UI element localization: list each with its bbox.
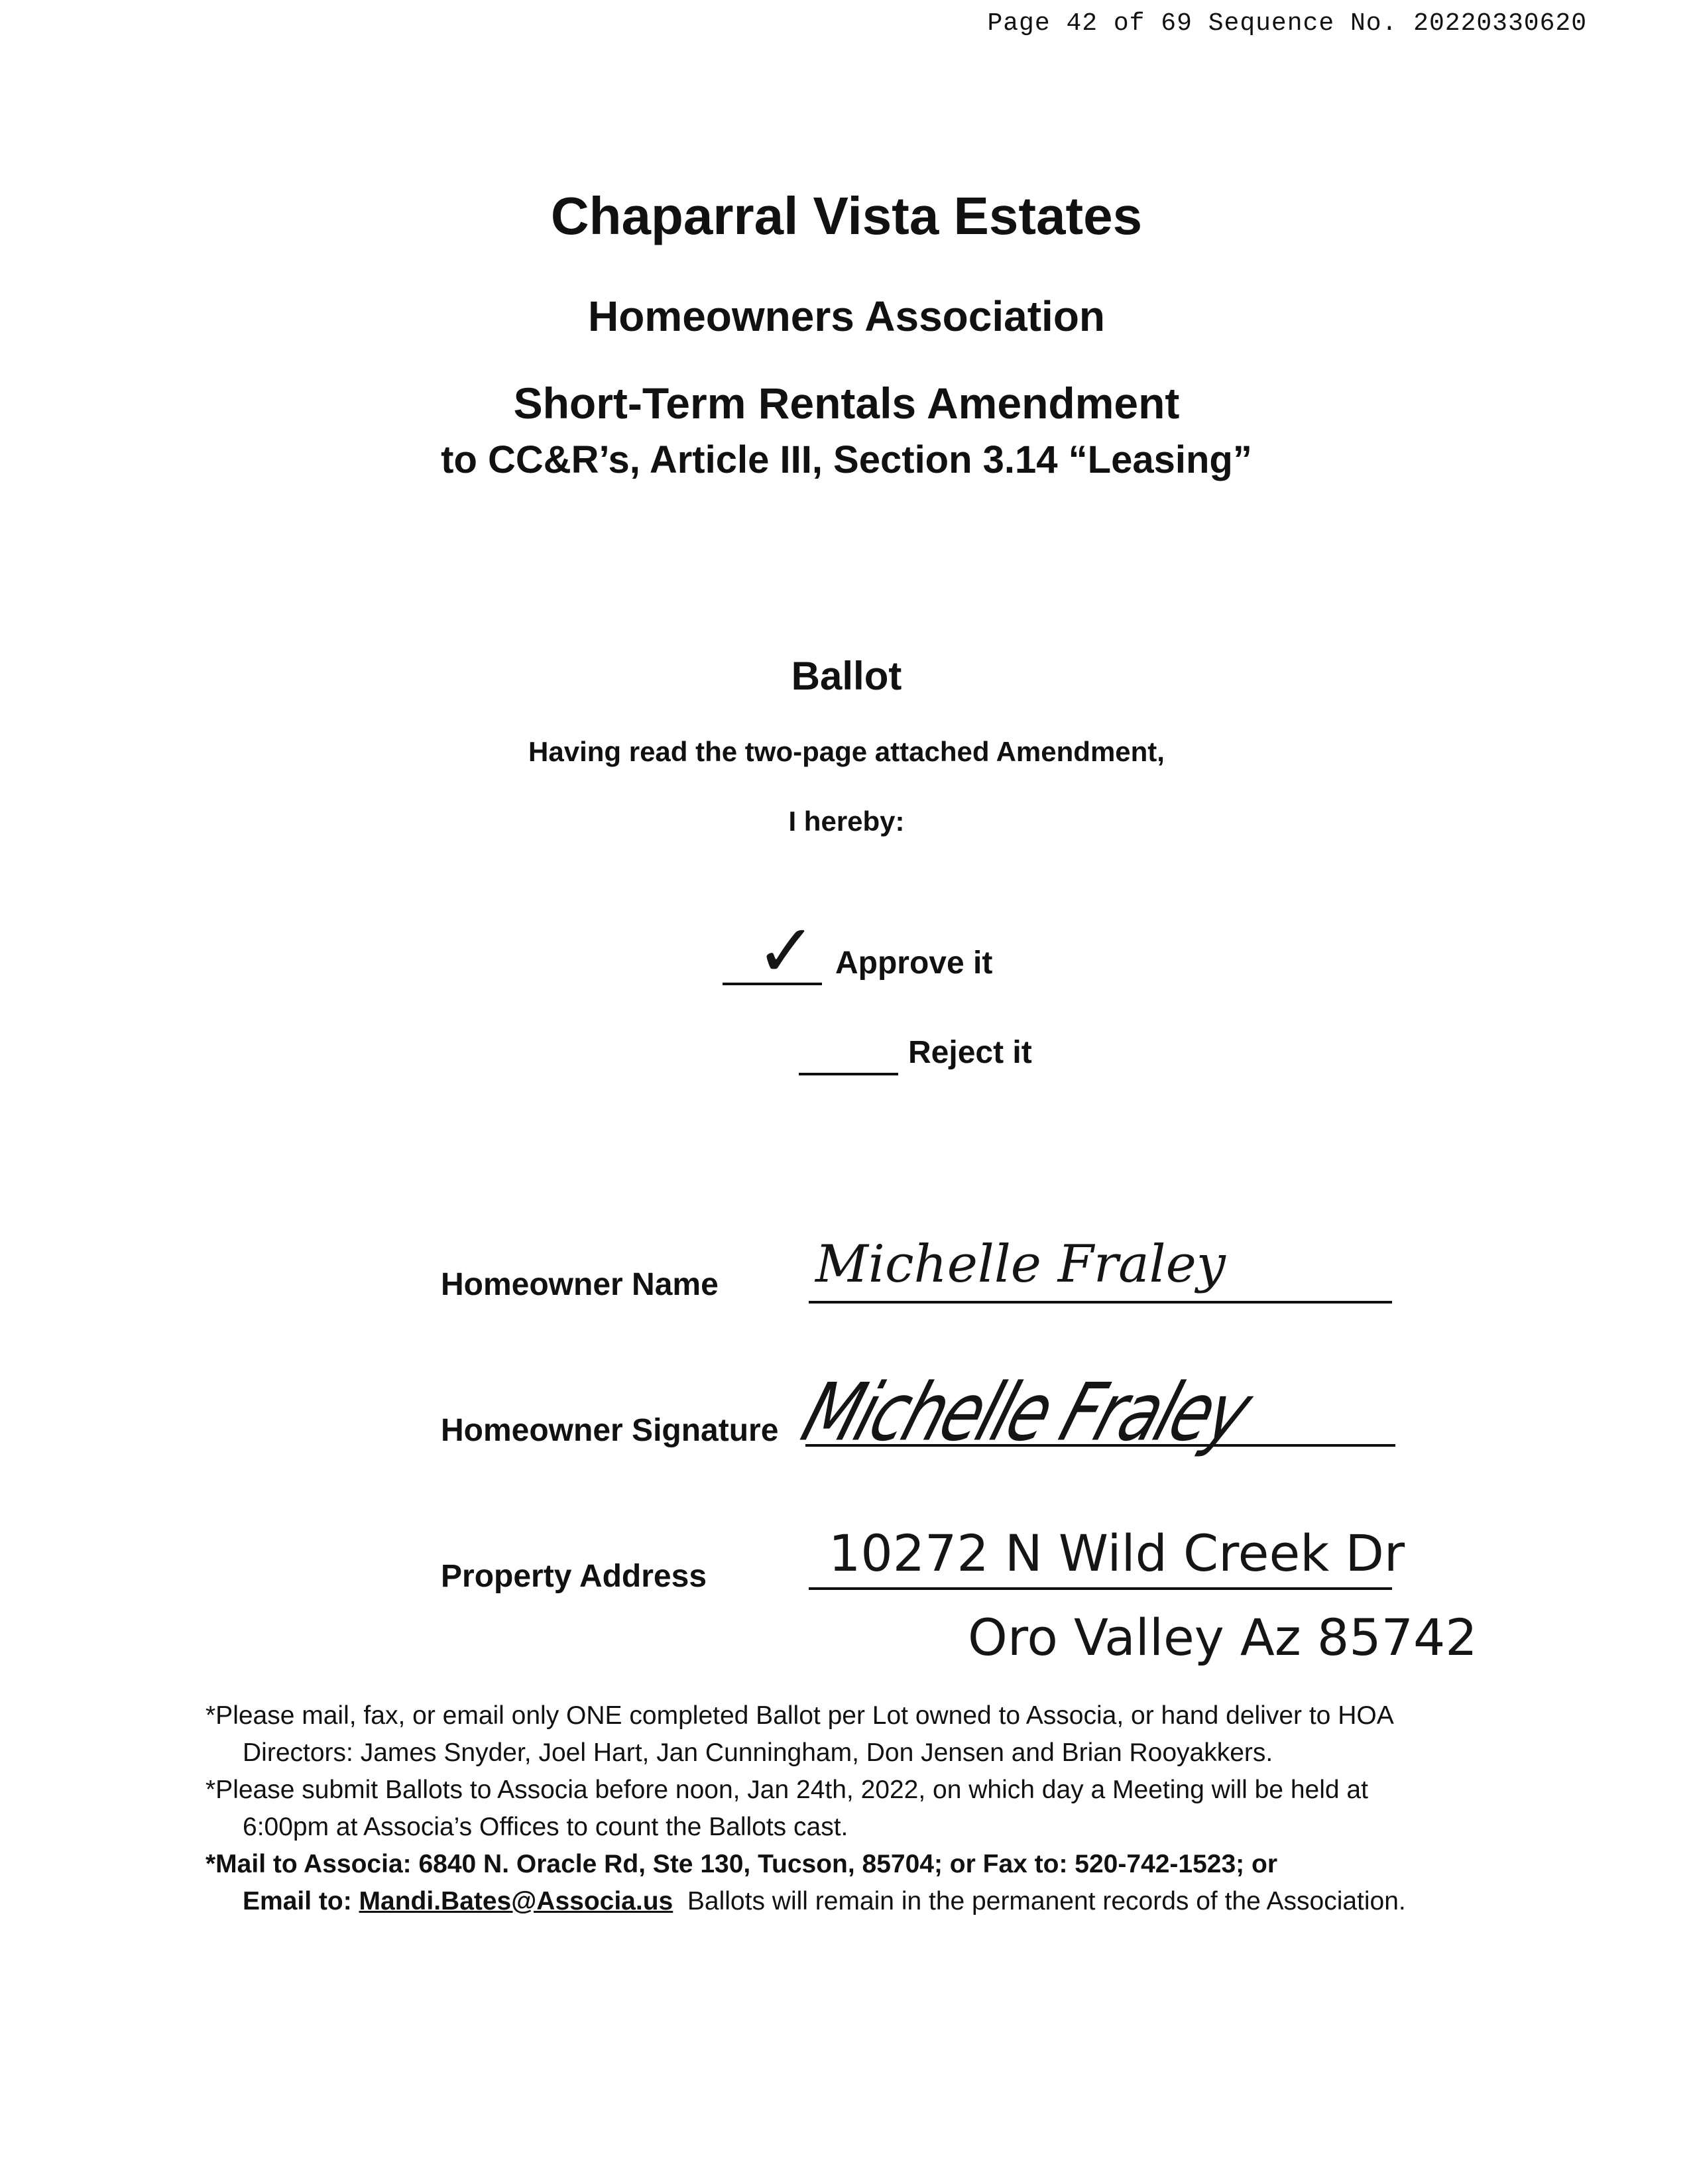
property-address-line xyxy=(809,1587,1392,1590)
property-address-line1[interactable]: 10272 N Wild Creek Dr xyxy=(829,1524,1405,1583)
reject-blank[interactable] xyxy=(799,1040,898,1075)
ballot-heading: Ballot xyxy=(791,654,902,698)
ballot-instructions xyxy=(205,1697,1531,1920)
page-sequence-header: Page 42 of 69 Sequence No. 20220330620 xyxy=(987,9,1587,38)
homeowner-name-label: Homeowner Name xyxy=(441,1267,719,1302)
amendment-title: Short-Term Rentals Amendment xyxy=(513,379,1180,428)
property-address-line2[interactable]: Oro Valley Az 85742 xyxy=(968,1608,1478,1667)
approve-checkmark: ✓ xyxy=(756,908,817,993)
instruction-address-line: *Mail to Associa: 6840 N. Oracle Rd, Ste 130, Tucson, 85704; or Fax to: 520-742-1523; or xyxy=(205,1850,1277,1878)
homeowner-signature-label: Homeowner Signature xyxy=(441,1413,779,1448)
meeting-time: 6:00pm at Associa’s Offices to count the Ballots cast. xyxy=(243,1813,848,1841)
ballot-intro: Having read the two-page attached Amendment, xyxy=(528,736,1165,767)
amendment-subtitle: to CC&R’s, Article III, Section 3.14 “Leasing” xyxy=(441,438,1252,481)
records-note: Ballots will remain in the permanent records of the Association. xyxy=(687,1887,1406,1915)
homeowner-name-line xyxy=(809,1301,1392,1304)
instruction-email-line xyxy=(205,1883,1531,1920)
homeowner-name-value[interactable]: Michelle Fraley xyxy=(815,1235,1226,1294)
homeowner-signature-value[interactable]: Michelle Fraley xyxy=(791,1366,1261,1459)
association-name: Homeowners Association xyxy=(587,292,1106,340)
email-label: Email to: xyxy=(243,1887,352,1915)
approve-option-label: Approve it xyxy=(835,945,993,981)
document-title: Chaparral Vista Estates xyxy=(550,186,1143,245)
instruction-mail-line2 xyxy=(205,1734,1531,1772)
ballot-hereby: I hereby: xyxy=(788,806,905,837)
reject-option-label: Reject it xyxy=(908,1035,1032,1070)
instruction-mail-line1: *Please mail, fax, or email only ONE completed Ballot per Lot owned to Associa, or hand deliver to HOA xyxy=(205,1701,1394,1730)
directors-list: Directors: James Snyder, Joel Hart, Jan Cunningham, Don Jensen and Brian Rooyakkers. xyxy=(243,1738,1273,1767)
email-link[interactable]: Mandi.Bates@Associa.us xyxy=(359,1887,673,1915)
instruction-deadline-line1: *Please submit Ballots to Associa before noon, Jan 24th, 2022, on which day a Meeting will be held at xyxy=(205,1776,1368,1804)
property-address-label: Property Address xyxy=(441,1559,707,1594)
instruction-deadline-line2 xyxy=(205,1809,1531,1846)
